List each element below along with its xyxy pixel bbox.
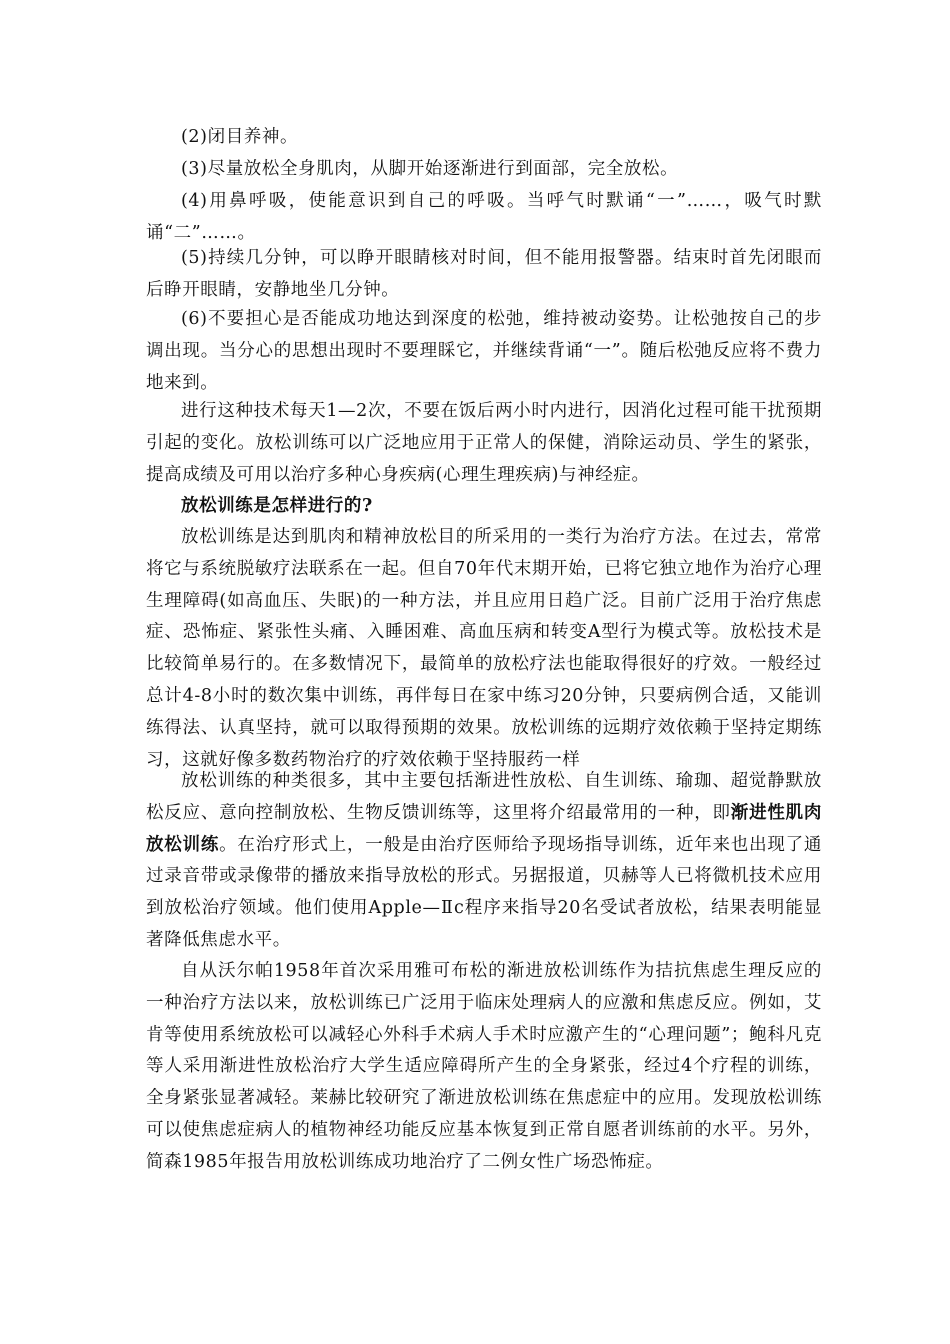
types-text-end: 。在治疗形式上，一般是由治疗医师给予现场指导训练，近年来也出现了通过录音带或录像带的播放来指导放松的形式。另据报道，贝赫等人已将微机技术应用到放松治疗领域。他们使用Apple—Ⅱc程序来指导20名受试者放松，结果表明能显著降低焦虑水平。 [146,834,822,950]
paragraph-types [146,766,822,957]
paragraph-step-2: (2)闭目养神。 [181,127,299,147]
paragraph-frequency: 进行这种技术每天1—2次，不要在饭后两小时内进行，因消化过程可能干扰预期引起的变化。放松训练可以广泛地应用于正常人的保健，消除运动员、学生的紧张，提高成绩及可用以治疗多种心身疾病(心理生理疾病)与神经症。 [146,401,822,485]
section-heading: 放松训练是怎样进行的? [181,496,373,516]
paragraph-step-4: (4)用鼻呼吸，使能意识到自己的呼吸。当呼气时默诵“一”……，吸气时默诵“二”……。 [146,191,822,243]
paragraph-definition: 放松训练是达到肌肉和精神放松目的所采用的一类行为治疗方法。在过去，常常将它与系统脱敏疗法联系在一起。但自70年代末期开始，已将它独立地作为治疗心理生理障碍(如高血压、失眠)的一种方法，并且应用日趋广泛。目前广泛用于治疗焦虑症、恐怖症、紧张性头痛、入睡困难、高血压病和转变A型行为模式等。放松技术是比较简单易行的。在多数情况下，最简单的放松疗法也能取得很好的疗效。一般经过总计4-8小时的数次集中训练，再伴每日在家中练习20分钟，只要病例合适，又能训练得法、认真坚持，就可以取得预期的效果。放松训练的远期疗效依赖于坚持定期练习，这就好像多数药物治疗的疗效依赖于坚持服药一样 [146,527,822,770]
paragraph-step-6: (6)不要担心是否能成功地达到深度的松弛，维持被动姿势。让松弛按自己的步调出现。当分心的思想出现时不要理睬它，并继续背诵“一”。随后松弛反应将不费力地来到。 [146,309,822,393]
paragraph-step-3: (3)尽量放松全身肌肉，从脚开始逐渐进行到面部，完全放松。 [181,159,679,179]
paragraph-history: 自从沃尔帕1958年首次采用雅可布松的渐进放松训练作为拮抗焦虑生理反应的一种治疗方法以来，放松训练已广泛用于临床处理病人的应激和焦虑反应。例如，艾肯等使用系统放松可以减轻心外科手术病人手术时应激产生的“心理问题”；鲍科凡克等人采用渐进性放松治疗大学生适应障碍所产生的全身紧张，经过4个疗程的训练，全身紧张显著减轻。莱赫比较研究了渐进放松训练在焦虑症中的应用。发现放松训练可以使焦虑症病人的植物神经功能反应基本恢复到正常自愿者训练前的水平。另外，简森1985年报告用放松训练成功地治疗了二例女性广场恐怖症。 [146,961,822,1172]
types-text-start: 放松训练的种类很多，其中主要包括渐进性放松、自生训练、瑜珈、超觉静默放松反应、意向控制放松、生物反馈训练等，这里将介绍最常用的一种，即 [146,771,822,823]
paragraph-step-5: (5)持续几分钟，可以睁开眼睛核对时间，但不能用报警器。结束时首先闭眼而后睁开眼睛，安静地坐几分钟。 [146,248,822,300]
bold-term: 渐进性肌肉放松训练 [146,802,822,855]
